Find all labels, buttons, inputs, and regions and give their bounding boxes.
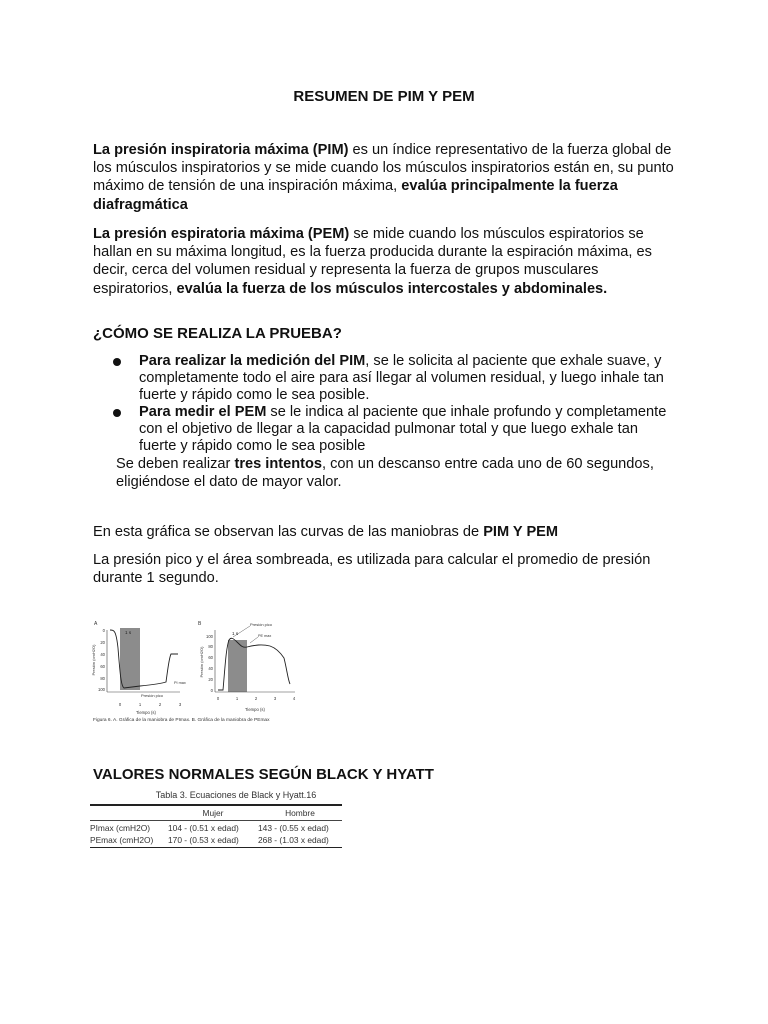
pim-term: La presión inspiratoria máxima (PIM) [93,142,349,158]
bullet-icon [113,409,121,417]
list-item-pim [113,353,673,404]
panel-b-ytick: 100 [206,634,213,639]
panel-b-xtick: 2 [254,696,258,701]
table-header-cell: Mujer [202,807,224,818]
list-item-bold: Para realizar la medición del PIM [139,353,366,369]
panel-a-ytick: 40 [100,652,105,657]
table-cell: 104 - (0.51 x edad) [168,822,239,833]
figure-caption: Figura 6. A. Gráfica de la maniobra de PImax. B. Gráfica de la maniobra de PEmax [93,718,270,723]
panel-a-ytick: 100 [98,687,105,692]
table-cell: 268 - (1.03 x edad) [258,834,329,845]
black-hyatt-table [90,790,342,848]
list-item-bold: Para medir el PEM [139,404,267,420]
panel-b-ytick: 20 [208,677,213,682]
panel-a-xtick: 3 [178,702,182,707]
graph-intro-bold: PIM Y PEM [483,524,559,540]
table-cell: PEmax (cmH2O) [90,834,154,845]
panel-b-pemax-pointer [250,637,258,643]
panel-a-ytick: 0 [102,628,105,633]
panel-b-one-sec: 1 s [232,631,239,636]
table-bottom-rule [90,847,342,849]
panel-b-label: B [198,621,202,627]
table-cell: 170 - (0.53 x edad) [168,834,239,845]
graph-intro-paragraph [93,523,678,541]
list-item-text: se le indica al paciente que inhale profundo y completamente con el objetivo de llegar a la capacidad pulmonar total y que luego exhale tan fuerte y rápido como le sea posible [139,404,667,454]
panel-b-xtick: 1 [235,696,239,701]
attempts-text: Se deben realizar [116,456,235,472]
page-title: RESUMEN DE PIM Y PEM [293,88,475,105]
table-row [90,835,342,847]
table-title: Tabla 3. Ecuaciones de Black y Hyatt.16 [155,790,317,800]
bullet-icon [113,358,121,366]
panel-a-one-sec: 1 s [125,630,132,635]
panel-a-shaded-area [120,628,140,690]
panel-b-xtick: 4 [292,696,296,701]
pim-definition-paragraph [93,141,678,214]
panel-a-xtick: 2 [158,702,162,707]
panel-b-ytick: 40 [208,666,213,671]
table-header-cell: Hombre [285,807,315,818]
table-row [90,821,342,835]
graph-intro-text: En esta gráfica se observan las curvas de las maniobras de [93,524,484,540]
attempts-bold: tres intentos [234,456,323,472]
pim-definition-text: es un índice representativo de la fuerza global de los músculos inspiratorios y se mide cuando los músculos inspiratorios están en, su punto máximo de tensión de una inspiración máxima, [93,142,674,195]
pim-evaluates: evalúa principalmente la fuerza diafragmática [93,178,618,213]
panel-a-xtick: 0 [118,702,122,707]
panel-b-xtick: 0 [216,696,220,701]
panel-a-ytick: 20 [100,640,105,645]
panel-a-peak-label: Presión pico [141,693,164,698]
table-cell: PImax (cmH2O) [90,822,151,833]
pressure-curves-svg [90,618,310,718]
panel-b-xlabel: Tiempo (s) [245,707,265,712]
table-cell: 143 - (0.55 x edad) [258,822,329,833]
panel-b-shaded-area [228,640,247,692]
list-item-text: , se le solicita al paciente que exhale suave, y completamente todo el aire para así llegar al volumen residual, y luego inhale tan fuerte y rápido como le sea posible. [139,353,664,403]
panel-b-ytick: 80 [208,644,213,649]
pem-term: La presión espiratoria máxima (PEM) [93,226,350,242]
panel-b-ytick: 0 [210,688,213,693]
panel-b-peak-label: Presión pico [250,622,273,627]
panel-b-xtick: 3 [273,696,277,701]
pem-evaluates: evalúa la fuerza de los músculos intercostales y abdominales. [176,280,608,297]
table-header-row [90,806,342,820]
pressure-curves-figure [90,618,310,733]
panel-a-ytick: 80 [100,676,105,681]
panel-b-pemax-label: PE max [258,634,272,638]
panel-a-ytick: 60 [100,664,105,669]
panel-a-xlabel: Tiempo (s) [136,710,156,715]
attempts-text-end: , con un descanso entre cada uno de 60 segundos, eligiéndose el dato de mayor valor. [116,456,654,491]
panel-a-pimax-label: PI max [174,681,186,685]
pem-definition-paragraph [93,225,678,298]
panel-b-ylabel: Presión (cmH2O) [199,646,204,678]
panel-a-ylabel: Presión (cmH2O) [91,644,96,676]
pem-definition-text: se mide cuando los músculos espiratorios se hallan en su máxima longitud, es la fuerza producida durante la espiración máxima, es decir, cerca del volumen residual y representa la fuerza de grupos musculares espiratorios, [93,226,652,297]
test-procedure-heading: ¿CÓMO SE REALIZA LA PRUEBA? [93,325,342,342]
list-item-pem [113,404,673,455]
panel-a-xtick: 1 [138,702,142,707]
attempts-paragraph [116,455,676,491]
normal-values-heading: VALORES NORMALES SEGÚN BLACK Y HYATT [93,766,434,783]
table-header-cell [90,808,168,818]
panel-b-ytick: 60 [208,655,213,660]
panel-a-label: A [94,621,98,627]
peak-pressure-paragraph: La presión pico y el área sombreada, es utilizada para calcular el promedio de presión durante 1 segundo. [93,552,651,587]
